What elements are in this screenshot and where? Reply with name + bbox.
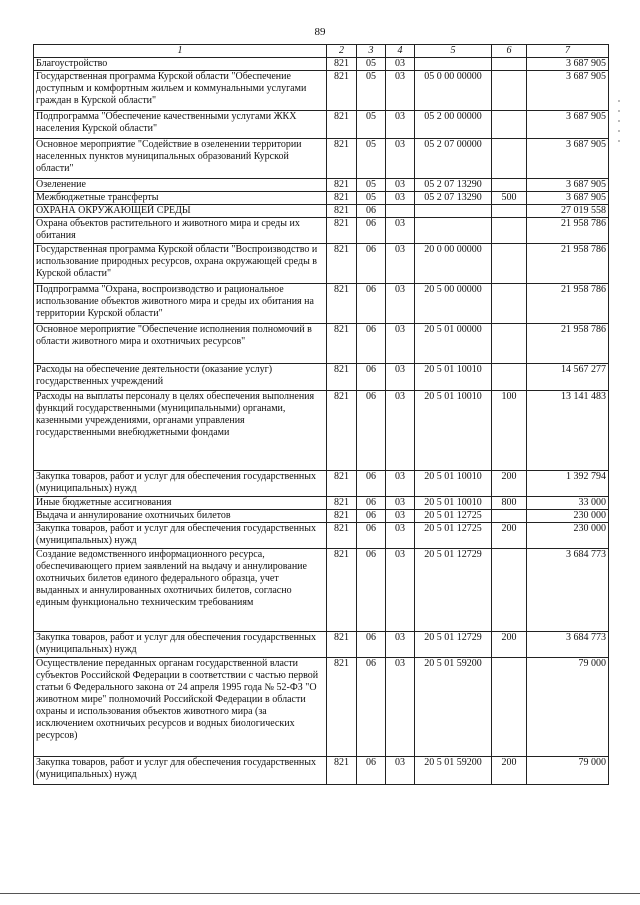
scan-edge-line bbox=[0, 893, 640, 894]
row-amount: 3 687 905 bbox=[527, 139, 609, 179]
row-subsection-code: 03 bbox=[386, 497, 415, 510]
table-row bbox=[34, 391, 609, 471]
row-section-code: 06 bbox=[357, 757, 386, 785]
row-description: Подпрограмма "Обеспечение качественными услугами ЖКХ населения Курской области" bbox=[34, 111, 327, 139]
table-row bbox=[34, 549, 609, 632]
table-row bbox=[34, 324, 609, 364]
row-subsection-code bbox=[386, 205, 415, 218]
row-description: ОХРАНА ОКРУЖАЮЩЕЙ СРЕДЫ bbox=[34, 205, 327, 218]
row-expense-type bbox=[492, 179, 527, 192]
row-target-article: 05 0 00 00000 bbox=[415, 71, 492, 111]
row-expense-type: 800 bbox=[492, 497, 527, 510]
row-target-article: 05 2 07 13290 bbox=[415, 192, 492, 205]
row-target-article: 20 5 01 12729 bbox=[415, 549, 492, 632]
table-row bbox=[34, 205, 609, 218]
row-amount: 13 141 483 bbox=[527, 391, 609, 471]
row-expense-type bbox=[492, 111, 527, 139]
row-target-article: 20 5 01 10010 bbox=[415, 497, 492, 510]
row-target-article: 20 5 01 10010 bbox=[415, 471, 492, 497]
row-expense-type bbox=[492, 284, 527, 324]
row-section-code: 06 bbox=[357, 244, 386, 284]
row-expense-type bbox=[492, 218, 527, 244]
row-grbs-code: 821 bbox=[327, 549, 357, 632]
header-col-4: 4 bbox=[386, 45, 415, 58]
row-grbs-code: 821 bbox=[327, 139, 357, 179]
row-grbs-code: 821 bbox=[327, 364, 357, 391]
table-row bbox=[34, 523, 609, 549]
row-target-article bbox=[415, 205, 492, 218]
row-subsection-code: 03 bbox=[386, 284, 415, 324]
row-subsection-code: 03 bbox=[386, 549, 415, 632]
row-section-code: 06 bbox=[357, 284, 386, 324]
row-expense-type: 500 bbox=[492, 192, 527, 205]
row-amount: 3 687 905 bbox=[527, 71, 609, 111]
row-target-article: 20 5 01 12729 bbox=[415, 632, 492, 658]
row-subsection-code: 03 bbox=[386, 58, 415, 71]
row-subsection-code: 03 bbox=[386, 244, 415, 284]
row-amount: 3 687 905 bbox=[527, 179, 609, 192]
row-grbs-code: 821 bbox=[327, 523, 357, 549]
row-subsection-code: 03 bbox=[386, 471, 415, 497]
table-row bbox=[34, 58, 609, 71]
table-row bbox=[34, 510, 609, 523]
row-subsection-code: 03 bbox=[386, 391, 415, 471]
row-description: Озеленение bbox=[34, 179, 327, 192]
row-subsection-code: 03 bbox=[386, 658, 415, 757]
table-row bbox=[34, 218, 609, 244]
row-amount: 3 684 773 bbox=[527, 549, 609, 632]
table-row bbox=[34, 284, 609, 324]
row-section-code: 06 bbox=[357, 324, 386, 364]
row-expense-type: 200 bbox=[492, 757, 527, 785]
row-subsection-code: 03 bbox=[386, 523, 415, 549]
table-row bbox=[34, 139, 609, 179]
row-amount: 3 687 905 bbox=[527, 111, 609, 139]
row-target-article: 20 5 01 10010 bbox=[415, 364, 492, 391]
row-section-code: 06 bbox=[357, 391, 386, 471]
row-description: Подпрограмма "Охрана, воспроизводство и рациональное использование объектов животного мира и среды их обитания на территории Курской области" bbox=[34, 284, 327, 324]
row-grbs-code: 821 bbox=[327, 218, 357, 244]
row-target-article: 20 5 01 10010 bbox=[415, 391, 492, 471]
header-col-1: 1 bbox=[34, 45, 327, 58]
row-amount: 1 392 794 bbox=[527, 471, 609, 497]
row-grbs-code: 821 bbox=[327, 179, 357, 192]
row-subsection-code: 03 bbox=[386, 179, 415, 192]
row-subsection-code: 03 bbox=[386, 757, 415, 785]
row-subsection-code: 03 bbox=[386, 510, 415, 523]
row-grbs-code: 821 bbox=[327, 658, 357, 757]
row-target-article: 05 2 07 13290 bbox=[415, 179, 492, 192]
table-row bbox=[34, 757, 609, 785]
table-row bbox=[34, 632, 609, 658]
row-section-code: 06 bbox=[357, 658, 386, 757]
table-row bbox=[34, 244, 609, 284]
row-expense-type: 200 bbox=[492, 471, 527, 497]
row-grbs-code: 821 bbox=[327, 192, 357, 205]
row-description: Выдача и аннулирование охотничьих билетов bbox=[34, 510, 327, 523]
row-grbs-code: 821 bbox=[327, 391, 357, 471]
row-amount: 3 687 905 bbox=[527, 58, 609, 71]
row-expense-type bbox=[492, 658, 527, 757]
header-col-6: 6 bbox=[492, 45, 527, 58]
row-subsection-code: 03 bbox=[386, 139, 415, 179]
row-description: Охрана объектов растительного и животного мира и среды их обитания bbox=[34, 218, 327, 244]
row-expense-type bbox=[492, 364, 527, 391]
header-col-2: 2 bbox=[327, 45, 357, 58]
row-expense-type bbox=[492, 244, 527, 284]
row-section-code: 06 bbox=[357, 632, 386, 658]
row-section-code: 06 bbox=[357, 218, 386, 244]
row-grbs-code: 821 bbox=[327, 471, 357, 497]
row-target-article bbox=[415, 218, 492, 244]
row-description: Основное мероприятие "Содействие в озеленении территории населенных пунктов муниципальных образований Курской области" bbox=[34, 139, 327, 179]
row-description: Иные бюджетные ассигнования bbox=[34, 497, 327, 510]
row-target-article: 20 5 01 59200 bbox=[415, 658, 492, 757]
row-description: Закупка товаров, работ и услуг для обеспечения государственных (муниципальных) нужд bbox=[34, 471, 327, 497]
row-subsection-code: 03 bbox=[386, 364, 415, 391]
row-section-code: 05 bbox=[357, 58, 386, 71]
row-amount: 230 000 bbox=[527, 510, 609, 523]
table-row bbox=[34, 71, 609, 111]
row-subsection-code: 03 bbox=[386, 632, 415, 658]
row-description: Создание ведомственного информационного ресурса, обеспечивающего прием заявлений на выдачу и аннулирование охотничьих билетов единого федерального образца, учет выданных и аннулированных охотничьих билетов, согласно единым функционально техническим требованиям bbox=[34, 549, 327, 632]
budget-table bbox=[33, 44, 609, 785]
row-section-code: 05 bbox=[357, 111, 386, 139]
row-description: Благоустройство bbox=[34, 58, 327, 71]
row-amount: 230 000 bbox=[527, 523, 609, 549]
row-expense-type bbox=[492, 549, 527, 632]
row-expense-type: 200 bbox=[492, 523, 527, 549]
row-amount: 14 567 277 bbox=[527, 364, 609, 391]
row-grbs-code: 821 bbox=[327, 111, 357, 139]
table-row bbox=[34, 179, 609, 192]
row-expense-type bbox=[492, 510, 527, 523]
row-subsection-code: 03 bbox=[386, 192, 415, 205]
row-amount: 21 958 786 bbox=[527, 218, 609, 244]
row-amount: 3 684 773 bbox=[527, 632, 609, 658]
row-description: Расходы на обеспечение деятельности (оказание услуг) государственных учреждений bbox=[34, 364, 327, 391]
scan-noise bbox=[618, 100, 622, 160]
row-target-article: 05 2 07 00000 bbox=[415, 139, 492, 179]
row-expense-type: 200 bbox=[492, 632, 527, 658]
header-col-5: 5 bbox=[415, 45, 492, 58]
row-expense-type bbox=[492, 58, 527, 71]
row-amount: 21 958 786 bbox=[527, 244, 609, 284]
row-subsection-code: 03 bbox=[386, 111, 415, 139]
row-target-article: 20 5 01 59200 bbox=[415, 757, 492, 785]
row-target-article: 05 2 00 00000 bbox=[415, 111, 492, 139]
row-amount: 3 687 905 bbox=[527, 192, 609, 205]
row-section-code: 06 bbox=[357, 523, 386, 549]
row-grbs-code: 821 bbox=[327, 284, 357, 324]
row-target-article: 20 5 01 12725 bbox=[415, 510, 492, 523]
row-amount: 21 958 786 bbox=[527, 324, 609, 364]
row-subsection-code: 03 bbox=[386, 324, 415, 364]
row-grbs-code: 821 bbox=[327, 632, 357, 658]
row-description: Государственная программа Курской области "Воспроизводство и использование природных ресурсов, охрана окружающей среды в Курской области" bbox=[34, 244, 327, 284]
row-section-code: 06 bbox=[357, 471, 386, 497]
row-amount: 79 000 bbox=[527, 658, 609, 757]
row-section-code: 06 bbox=[357, 497, 386, 510]
row-grbs-code: 821 bbox=[327, 497, 357, 510]
row-amount: 27 019 558 bbox=[527, 205, 609, 218]
row-target-article: 20 0 00 00000 bbox=[415, 244, 492, 284]
row-grbs-code: 821 bbox=[327, 205, 357, 218]
row-section-code: 06 bbox=[357, 549, 386, 632]
table-row bbox=[34, 192, 609, 205]
row-grbs-code: 821 bbox=[327, 244, 357, 284]
row-section-code: 05 bbox=[357, 179, 386, 192]
row-section-code: 05 bbox=[357, 139, 386, 179]
row-section-code: 05 bbox=[357, 192, 386, 205]
table-header-row bbox=[34, 45, 609, 58]
table-row bbox=[34, 111, 609, 139]
page-number: 89 bbox=[314, 26, 326, 38]
row-expense-type: 100 bbox=[492, 391, 527, 471]
row-target-article bbox=[415, 58, 492, 71]
row-grbs-code: 821 bbox=[327, 58, 357, 71]
row-target-article: 20 5 01 12725 bbox=[415, 523, 492, 549]
header-col-3: 3 bbox=[357, 45, 386, 58]
row-target-article: 20 5 01 00000 bbox=[415, 324, 492, 364]
row-expense-type bbox=[492, 324, 527, 364]
row-section-code: 06 bbox=[357, 510, 386, 523]
row-grbs-code: 821 bbox=[327, 510, 357, 523]
row-grbs-code: 821 bbox=[327, 757, 357, 785]
row-subsection-code: 03 bbox=[386, 218, 415, 244]
header-col-7: 7 bbox=[527, 45, 609, 58]
row-description: Межбюджетные трансферты bbox=[34, 192, 327, 205]
table-row bbox=[34, 364, 609, 391]
row-amount: 21 958 786 bbox=[527, 284, 609, 324]
row-section-code: 06 bbox=[357, 205, 386, 218]
row-description: Закупка товаров, работ и услуг для обеспечения государственных (муниципальных) нужд bbox=[34, 632, 327, 658]
row-target-article: 20 5 00 00000 bbox=[415, 284, 492, 324]
row-section-code: 05 bbox=[357, 71, 386, 111]
row-description: Основное мероприятие "Обеспечение исполнения полномочий в области животного мира и охотничьих ресурсов" bbox=[34, 324, 327, 364]
row-description: Расходы на выплаты персоналу в целях обеспечения выполнения функций государственными (муниципальными) органами, казенными учреждениями, органами управления государственными внебюджетными фондами bbox=[34, 391, 327, 471]
row-description: Закупка товаров, работ и услуг для обеспечения государственных (муниципальных) нужд bbox=[34, 757, 327, 785]
row-expense-type bbox=[492, 205, 527, 218]
row-description: Государственная программа Курской области "Обеспечение доступным и комфортным жильем и коммунальными услугами граждан в Курской области" bbox=[34, 71, 327, 111]
table-row bbox=[34, 497, 609, 510]
row-expense-type bbox=[492, 139, 527, 179]
row-amount: 33 000 bbox=[527, 497, 609, 510]
row-section-code: 06 bbox=[357, 364, 386, 391]
table-row bbox=[34, 471, 609, 497]
row-amount: 79 000 bbox=[527, 757, 609, 785]
row-description: Осуществление переданных органам государственной власти субъектов Российской Федерации в соответствии с частью первой статьи 6 Федерального закона от 24 апреля 1995 года № 52-ФЗ "О животном мире" полномочий Российской Федерации в области охраны и использования объектов животного мира (за исключением охотничьих ресурсов и водных биологических ресурсов) bbox=[34, 658, 327, 757]
table-row bbox=[34, 658, 609, 757]
row-grbs-code: 821 bbox=[327, 324, 357, 364]
row-description: Закупка товаров, работ и услуг для обеспечения государственных (муниципальных) нужд bbox=[34, 523, 327, 549]
row-expense-type bbox=[492, 71, 527, 111]
row-subsection-code: 03 bbox=[386, 71, 415, 111]
row-grbs-code: 821 bbox=[327, 71, 357, 111]
